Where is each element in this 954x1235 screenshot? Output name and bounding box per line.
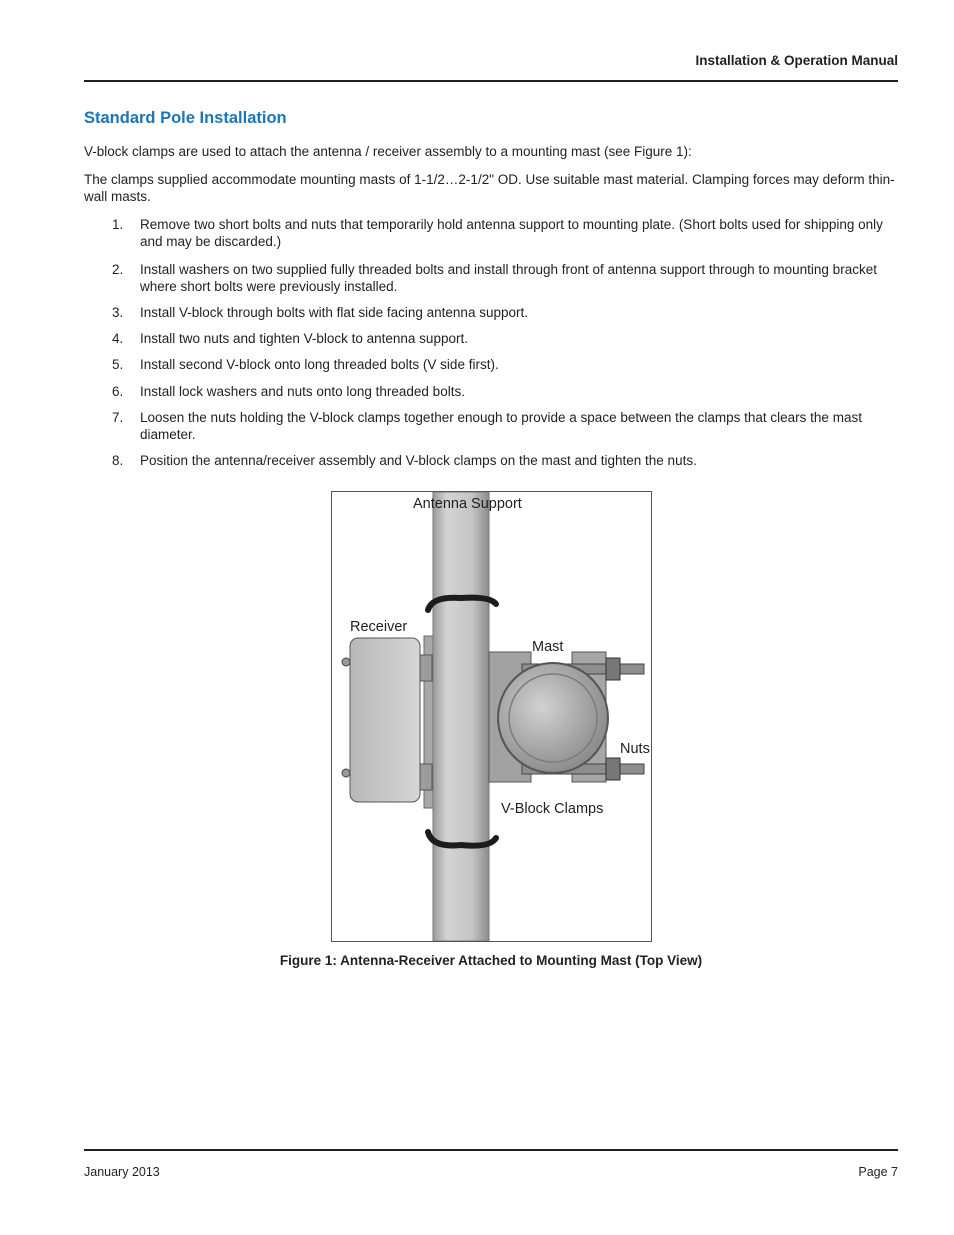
mast-circle <box>498 663 608 773</box>
step-number: 4. <box>112 331 124 346</box>
step-number: 1. <box>112 217 124 232</box>
step-text: Install washers on two supplied fully threaded bolts and install through front of antenna support through to mounting bracket where short bolts were previously installed. <box>140 262 877 294</box>
step-text: Install lock washers and nuts onto long threaded bolts. <box>140 384 465 399</box>
step-text: Install two nuts and tighten V-block to antenna support. <box>140 331 468 346</box>
step-number: 2. <box>112 262 124 277</box>
receiver-bracket <box>420 655 432 681</box>
step-text: Install V-block through bolts with flat side facing antenna support. <box>140 305 528 320</box>
label-antenna-support: Antenna Support <box>413 496 522 512</box>
step-number: 5. <box>112 357 124 372</box>
step-text: Loosen the nuts holding the V-block clamps together enough to provide a space between the clamps that clears the mast diameter. <box>140 410 862 442</box>
label-nuts: Nuts <box>620 741 650 757</box>
intro-paragraph: V-block clamps are used to attach the antenna / receiver assembly to a mounting mast (see Figure 1): <box>84 144 692 159</box>
receiver-box <box>350 638 420 802</box>
step-number: 7. <box>112 410 124 425</box>
document-header-title: Installation & Operation Manual <box>695 53 898 68</box>
figure-antenna-mounting <box>331 491 652 942</box>
receiver-screw <box>342 769 350 777</box>
receiver-bracket <box>420 764 432 790</box>
footer-date: January 2013 <box>84 1165 160 1179</box>
receiver-screw <box>342 658 350 666</box>
label-mast: Mast <box>532 639 564 655</box>
footer-divider <box>84 1149 898 1151</box>
nut <box>606 758 620 780</box>
header-divider <box>84 80 898 82</box>
antenna-support-pole <box>433 492 489 941</box>
step-number: 8. <box>112 453 124 468</box>
section-title: Standard Pole Installation <box>84 109 287 127</box>
step-text: Install second V-block onto long threaded bolts (V side first). <box>140 357 499 372</box>
antenna-mount-illustration <box>332 492 651 941</box>
footer-page-number: Page 7 <box>858 1165 898 1179</box>
label-vblock-clamps: V-Block Clamps <box>501 801 604 817</box>
step-number: 6. <box>112 384 124 399</box>
label-receiver: Receiver <box>350 619 408 635</box>
nut <box>606 658 620 680</box>
step-text: Position the antenna/receiver assembly and V-block clamps on the mast and tighten the nuts. <box>140 453 697 468</box>
step-number: 3. <box>112 305 124 320</box>
note-paragraph: The clamps supplied accommodate mounting masts of 1-1/2…2-1/2" OD. Use suitable mast material. Clamping forces may deform thin-wall masts. <box>84 172 895 204</box>
figure-caption: Figure 1: Antenna-Receiver Attached to Mounting Mast (Top View) <box>279 953 703 968</box>
step-text: Remove two short bolts and nuts that temporarily hold antenna support to mounting plate. (Short bolts used for shipping only and may be discarded.) <box>140 217 883 249</box>
